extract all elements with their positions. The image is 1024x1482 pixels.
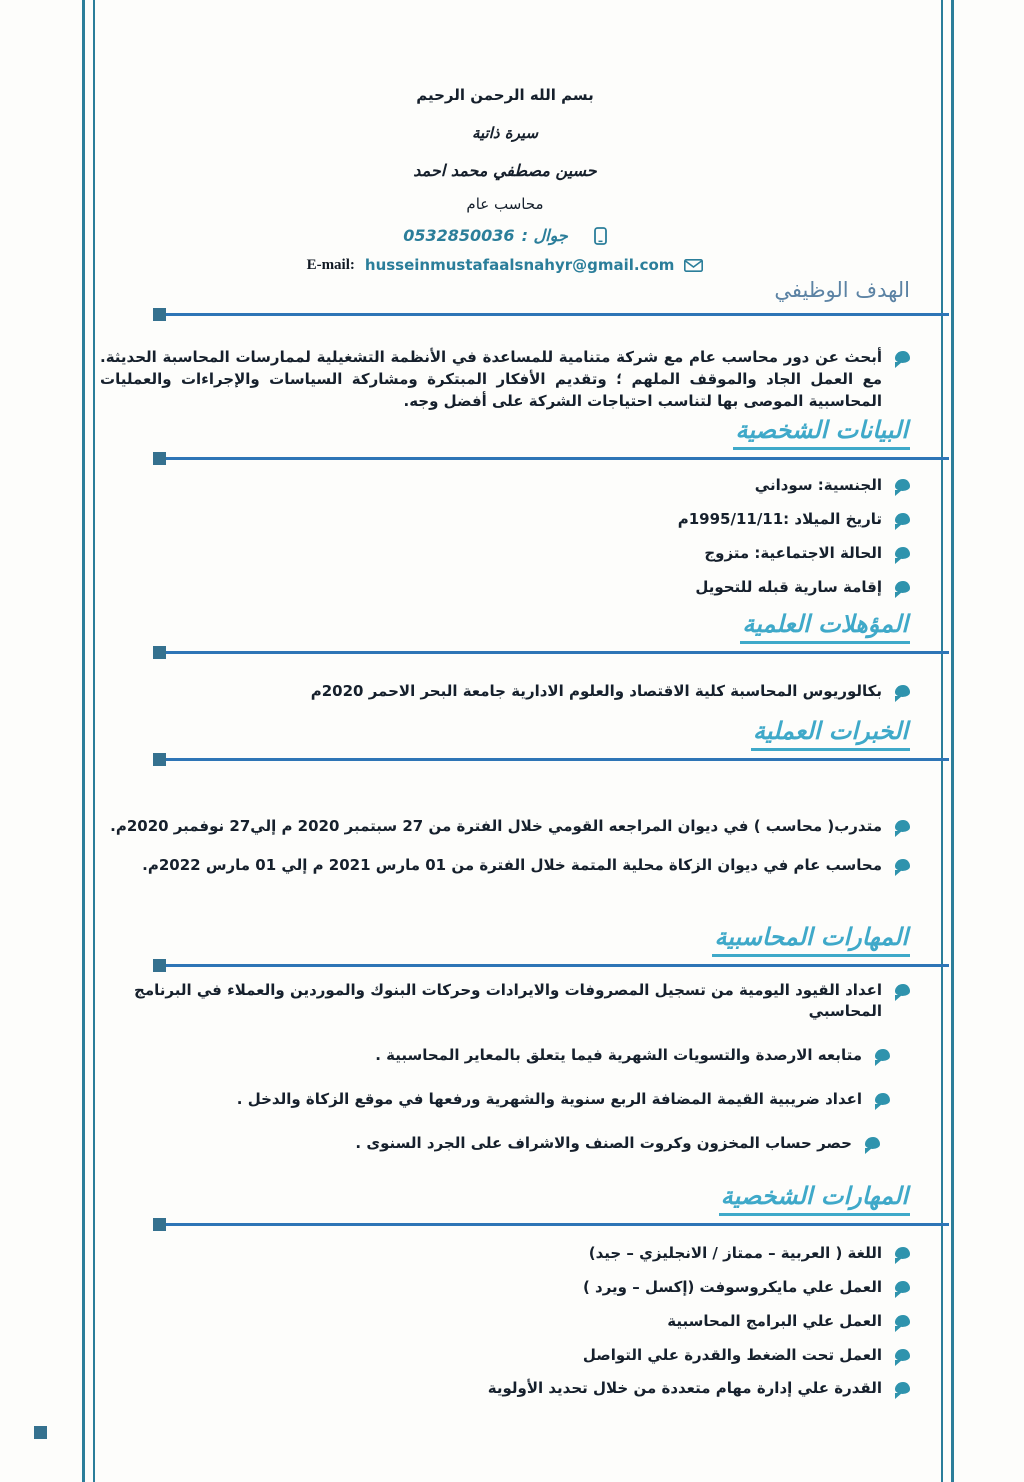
list-item xyxy=(100,577,910,599)
objective-title: الهدف الوظيفي xyxy=(774,278,910,302)
education-title: المؤهلات العلمية xyxy=(740,610,910,644)
list-item xyxy=(100,1311,910,1333)
personal-info-residency: إقامة سارية قبله للتحويل xyxy=(695,577,882,596)
bullet-icon xyxy=(895,1382,910,1394)
divider-line xyxy=(166,651,949,654)
objective-text: أبحث عن دور محاسب عام مع شركة متنامية للمساعدة في الأنظمة التشغيلية لممارسات المحاسبة الحديثة. مع العمل الجاد والموقف الملهم ؛ وتقديم الأفكار المبتكرة ومشاركة السياسات والإجراءات والعمليات المحاسبية الموصى بها لتناسب احتياجات الشركة على أفضل وجه. xyxy=(100,348,882,410)
objective-item xyxy=(100,347,910,412)
personal-info-nationality: الجنسية: سوداني xyxy=(754,476,882,495)
bullet-icon xyxy=(895,581,910,593)
section-objective xyxy=(100,278,910,412)
bullet-icon xyxy=(875,1093,890,1105)
divider-line xyxy=(166,1223,949,1226)
section-divider xyxy=(153,753,949,766)
accounting-skill: حصر حساب المخزون وكروت الصنف والاشراف على الجرد السنوى . xyxy=(355,1133,852,1152)
bullet-icon xyxy=(865,1137,880,1149)
bismillah-text: بسم الله الرحمن الرحيم xyxy=(416,86,594,104)
personal-info-title: البيانات الشخصية xyxy=(733,416,910,450)
list-item xyxy=(100,1378,910,1400)
section-personal-skills xyxy=(100,1182,910,1400)
section-accounting-skills xyxy=(100,923,910,1155)
education-degree: بكالوريوس المحاسبة كلية الاقتصاد والعلوم الادارية جامعة البحر الاحمر 2020م xyxy=(310,682,882,701)
bullet-icon xyxy=(895,479,910,491)
bullet-icon xyxy=(895,513,910,525)
section-divider xyxy=(153,646,949,659)
divider-line xyxy=(166,457,949,460)
bullet-icon xyxy=(895,1315,910,1327)
list-item xyxy=(100,543,910,565)
list-item xyxy=(100,816,910,838)
document-type: سيرة ذاتية xyxy=(471,124,539,142)
list-item xyxy=(100,1243,910,1265)
personal-skills-title-row xyxy=(100,1182,910,1216)
accounting-skills-title-row xyxy=(100,923,910,957)
list-item xyxy=(100,1345,910,1367)
personal-skill: العمل علي البرامج المحاسبية xyxy=(667,1311,882,1330)
personal-skill: القدرة علي إدارة مهام متعددة من خلال تحديد الأولوية xyxy=(487,1379,882,1398)
email-icon xyxy=(684,259,703,272)
bullet-icon xyxy=(895,1281,910,1293)
bottom-left-square xyxy=(34,1426,47,1439)
section-education xyxy=(100,610,910,703)
email-address[interactable]: husseinmustafaalsnahyr@gmail.com xyxy=(364,256,675,274)
bullet-icon xyxy=(895,820,910,832)
bullet-icon xyxy=(895,1247,910,1259)
list-item xyxy=(100,980,910,1024)
cv-header xyxy=(100,0,910,274)
experience-title-row xyxy=(100,717,910,751)
phone-label: جوال : xyxy=(521,226,568,245)
bullet-icon xyxy=(895,1349,910,1361)
list-item xyxy=(100,855,910,877)
divider-square xyxy=(153,308,166,321)
personal-skill: العمل علي مايكروسوفت (إكسل – ويرد ) xyxy=(582,1278,882,1296)
bullet-icon xyxy=(895,547,910,559)
personal-info-birthdate: تاريخ الميلاد :1995/11/11م xyxy=(677,510,882,528)
list-item xyxy=(100,1277,910,1299)
experience-entry: متدرب( محاسب ) في ديوان المراجعه القومي خلال الفترة من 27 سبتمبر 2020 م إلي27 نوفمبر 2020م. xyxy=(110,817,882,835)
cv-content xyxy=(100,0,910,1412)
phone-icon xyxy=(594,227,607,245)
bullet-icon xyxy=(895,351,910,363)
candidate-name: حسين مصطفي محمد احمد xyxy=(413,161,597,180)
accounting-skill: متابعه الارصدة والتسويات الشهرية فيما يتعلق بالمعاير المحاسبية . xyxy=(375,1046,862,1064)
list-item xyxy=(100,1089,890,1111)
divider-square xyxy=(153,753,166,766)
left-border-line xyxy=(82,0,95,1482)
list-item xyxy=(100,681,910,703)
experience-entry: محاسب عام في ديوان الزكاة محلية المتمة خلال الفترة من 01 مارس 2021 م إلي 01 مارس 2022م. xyxy=(142,855,882,874)
accounting-skill: اعداد القيود اليومية من تسجيل المصروفات والايرادات وحركات البنوك والموردين والعملاء في البرنامج المحاسبي xyxy=(134,980,882,1021)
bullet-icon xyxy=(895,685,910,697)
divider-square xyxy=(153,1218,166,1231)
section-divider xyxy=(153,1218,949,1231)
experience-title: الخبرات العملية xyxy=(751,717,910,751)
list-item xyxy=(100,1133,880,1155)
divider-square xyxy=(153,959,166,972)
education-title-row xyxy=(100,610,910,644)
list-item xyxy=(100,1045,890,1067)
list-item xyxy=(100,475,910,497)
divider-line xyxy=(166,313,949,316)
section-divider xyxy=(153,959,949,972)
divider-square xyxy=(153,452,166,465)
bullet-icon xyxy=(875,1049,890,1061)
personal-info-marital-status: الحالة الاجتماعية: متزوج xyxy=(704,543,882,562)
phone-text xyxy=(403,226,568,245)
personal-skill: العمل تحت الضغط والقدرة علي التواصل xyxy=(582,1345,882,1364)
list-item xyxy=(100,509,910,531)
right-border-line xyxy=(941,0,954,1482)
section-experience xyxy=(100,717,910,877)
section-divider xyxy=(153,452,949,465)
phone-row xyxy=(100,226,910,245)
personal-skill: اللغة ( العربية – ممتاز / الانجليزي – جيد) xyxy=(588,1244,882,1263)
accounting-skills-title: المهارات المحاسبية xyxy=(712,923,910,957)
personal-skills-title: المهارات الشخصية xyxy=(719,1182,910,1216)
personal-info-title-row xyxy=(100,416,910,450)
phone-number: 0532850036 xyxy=(403,226,515,245)
divider-line xyxy=(166,964,949,967)
divider-square xyxy=(153,646,166,659)
job-title: محاسب عام xyxy=(466,195,544,213)
divider-line xyxy=(166,758,949,761)
bullet-icon xyxy=(895,859,910,871)
section-divider xyxy=(153,308,949,321)
section-personal-info xyxy=(100,416,910,598)
bullet-icon xyxy=(895,984,910,996)
accounting-skill: اعداد ضريبية القيمة المضافة الربع سنوية والشهرية ورفعها في موقع الزكاة والدخل . xyxy=(236,1089,862,1108)
email-row xyxy=(100,256,910,274)
email-label: E-mail: xyxy=(306,256,355,273)
